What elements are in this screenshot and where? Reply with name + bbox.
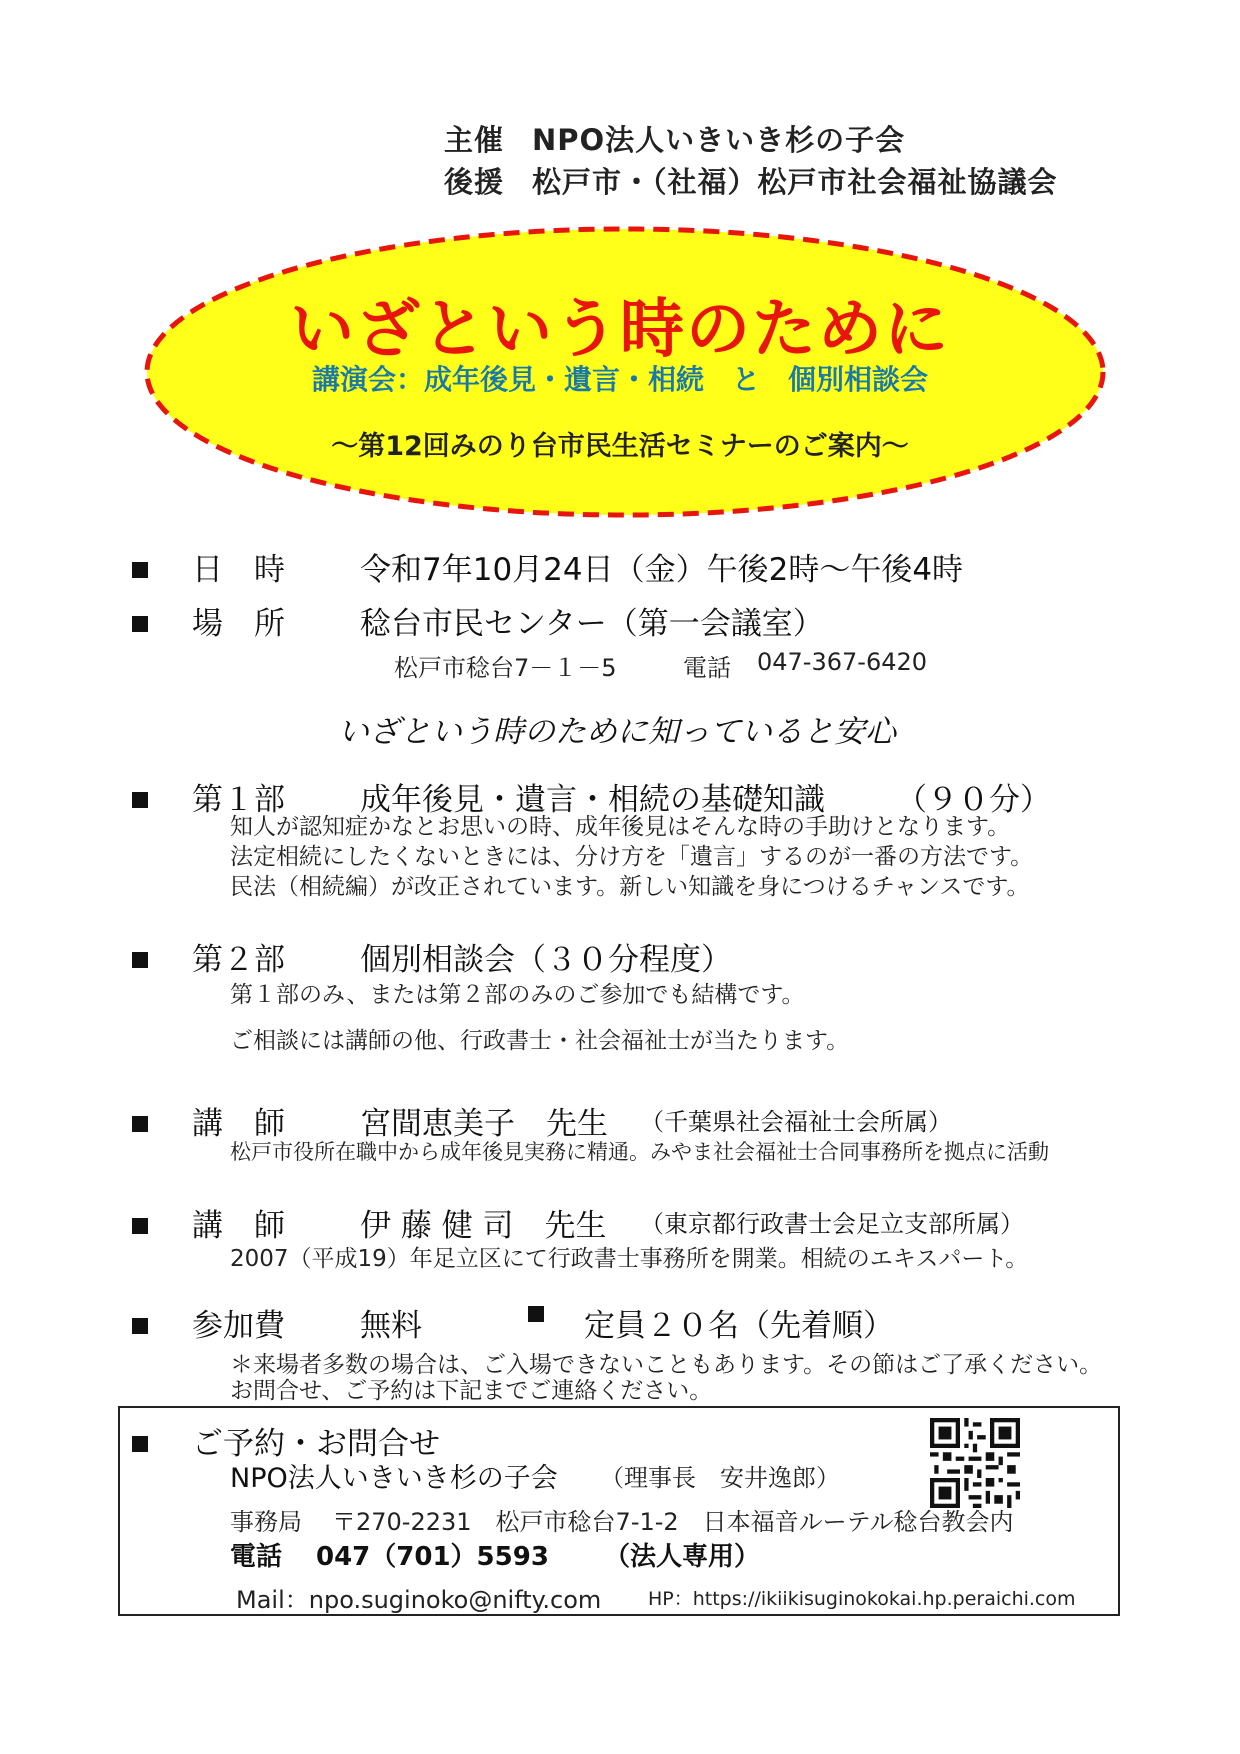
place-address: 松戸市稔台7－１－5	[394, 654, 617, 682]
fee-value: 無料	[360, 1308, 422, 1344]
fee-label: 参加費	[192, 1308, 285, 1344]
lecturer2-row	[132, 1206, 1024, 1244]
host-name: NPO法人いきいき杉の子会	[532, 123, 906, 157]
contact-tel-note: （法人専用）	[604, 1542, 761, 1572]
place-tel: 047-367-6420	[757, 648, 928, 676]
lecturer1-row	[132, 1104, 952, 1142]
contact-chair: （理事長 安井逸郎）	[600, 1464, 840, 1492]
capacity: 定員２０名（先着順）	[584, 1308, 894, 1344]
office-address: 〒270-2231 松戸市稔台7-1-2 日本福音ルーテル稔台教会内	[332, 1508, 1014, 1536]
banner-seminar: ～第12回みのり台市民生活セミナーのご案内～	[331, 431, 909, 462]
lecturer1-name: 宮間恵美子 先生	[360, 1106, 608, 1142]
part1-duration: （９０分）	[896, 782, 1051, 818]
part2-row	[132, 940, 732, 978]
contact-tel-label: 電話	[230, 1542, 283, 1572]
slogan: いざという時のために知っていると安心	[338, 714, 896, 750]
black-square-icon	[132, 952, 148, 968]
lecturer1-bio: 松戸市役所在職中から成年後見実務に精通。みやま社会福祉士合同事務所を拠点に活動	[230, 1140, 1049, 1164]
place-value: 稔台市民センター（第一会議室）	[360, 606, 824, 642]
part1-label: 第１部	[192, 782, 285, 818]
fee-row	[132, 1306, 894, 1344]
part1-title: 成年後見・遺言・相続の基礎知識	[360, 782, 825, 818]
part1-line-2: 法定相続にしたくないときには、分け方を「遺言」するのが一番の方法です。	[230, 844, 1034, 870]
place-tel-label: 電話	[683, 654, 731, 682]
banner-title: いざという時のために	[290, 293, 950, 367]
banner-subtitle: 講演会：成年後見・遺言・相続 と 個別相談会	[311, 363, 928, 396]
host-label: 主催	[444, 123, 505, 157]
contact-heading: ご予約・お問合せ	[192, 1426, 440, 1462]
black-square-icon	[132, 562, 148, 578]
black-square-icon	[132, 792, 148, 808]
host-line	[444, 118, 905, 159]
support-label: 後援	[444, 165, 505, 199]
datetime-value: 令和7年10月24日（金）午後2時～午後4時	[360, 552, 964, 588]
note-1: ＊来場者多数の場合は、ご入場できないこともあります。その節はご了承ください。	[230, 1352, 1103, 1378]
part1-row	[132, 780, 1051, 818]
datetime-row	[132, 550, 964, 588]
black-square-icon	[132, 616, 148, 632]
lecturer1-label: 講 師	[192, 1106, 285, 1142]
part1-line-1: 知人が認知症かなとお思いの時、成年後見はそんな時の手助けとなります。	[230, 814, 1011, 840]
part2-line-1: 第１部のみ、または第２部のみのご参加でも結構です。	[230, 982, 805, 1008]
black-square-icon	[132, 1116, 148, 1132]
part2-line-2: ご相談には講師の他、行政書士・社会福祉士が当たります。	[230, 1028, 850, 1054]
office-label: 事務局	[230, 1508, 302, 1536]
black-square-icon	[132, 1436, 148, 1452]
datetime-label: 日 時	[192, 552, 285, 588]
part1-line-3: 民法（相続編）が改正されています。新しい知識を身につけるチャンスです。	[230, 874, 1030, 900]
note-2: お問合せ、ご予約は下記までご連絡ください。	[230, 1378, 713, 1404]
contact-org: NPO法人いきいき杉の子会	[230, 1463, 558, 1494]
contact-tel: 047（701）5593	[316, 1542, 549, 1572]
lecturer2-bio: 2007（平成19）年足立区にて行政書士事務所を開業。相続のエキスパート。	[230, 1246, 1029, 1272]
lecturer2-name: 伊 藤 健 司 先生	[360, 1208, 607, 1244]
part2-label: 第２部	[192, 942, 285, 978]
qr-code-icon[interactable]	[930, 1418, 1020, 1508]
lecturer2-affiliation: （東京都行政書士会足立支部所属）	[640, 1210, 1024, 1238]
support-line	[444, 160, 1058, 201]
black-square-icon	[132, 1318, 148, 1334]
black-square-icon	[528, 1306, 544, 1322]
contact-heading-row	[132, 1424, 440, 1462]
lecturer1-affiliation: （千葉県社会福祉士会所属）	[640, 1108, 952, 1136]
support-name: 松戸市・（社福）松戸市社会福祉協議会	[532, 165, 1058, 199]
contact-hp[interactable]: HP：https://ikiikisuginokokai.hp.peraichi.com	[648, 1588, 1076, 1610]
contact-mail[interactable]: Mail：npo.suginoko@nifty.com	[236, 1586, 602, 1614]
part2-title: 個別相談会（３０分程度）	[360, 942, 732, 978]
black-square-icon	[132, 1218, 148, 1234]
place-label: 場 所	[192, 606, 285, 642]
lecturer2-label: 講 師	[192, 1208, 285, 1244]
place-row	[132, 604, 824, 642]
